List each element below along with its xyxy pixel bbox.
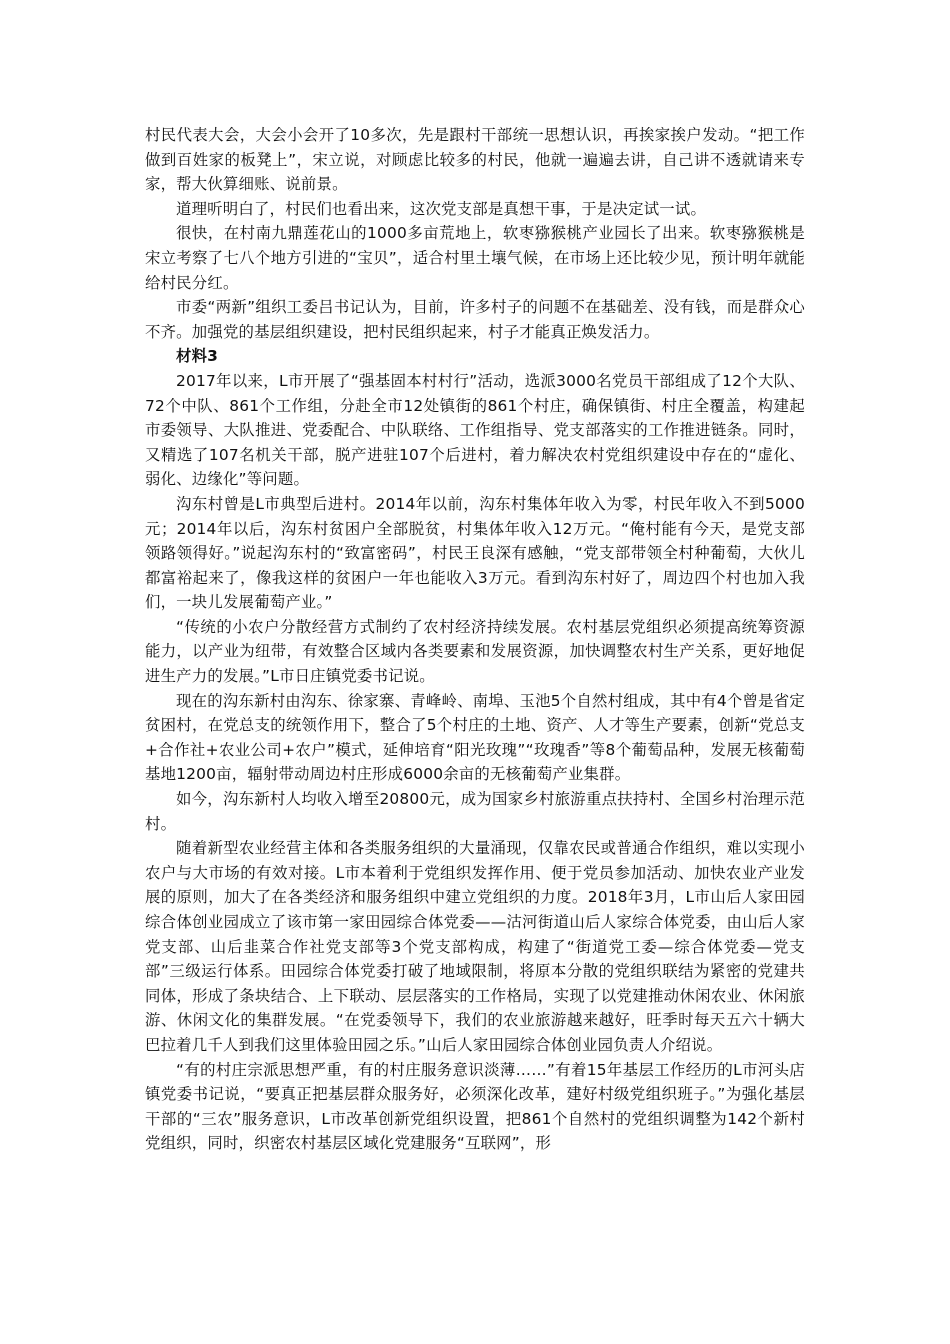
paragraph: 很快，在村南九鼎莲花山的1000多亩荒地上，软枣猕猴桃产业园长了出来。软枣猕猴桃是宋立考察了七八个地方引进的“宝贝”，适合村里土壤气候，在市场上还比较少见，预计明年就能给村民分红。 xyxy=(145,224,805,292)
paragraph: 道理听明白了，村民们也看出来，这次党支部是真想干事，于是决定试一试。 xyxy=(176,199,707,218)
paragraph: 现在的沟东新村由沟东、徐家寨、青峰岭、南埠、玉池5个自然村组成，其中有4个曾是省定贫困村，在党总支的统领作用下，整合了5个村庄的土地、资产、人才等生产要素，创新“党总支+合作社+农业公司+农户”模式，延伸培育“阳光玫瑰”“玫瑰香”等8个葡萄品种，发展无核葡萄基地1200亩，辐射带动周边村庄形成6000余亩的无核葡萄产业集群。 xyxy=(145,691,805,784)
paragraph: “有的村庄宗派思想严重，有的村庄服务意识淡薄……”有着15年基层工作经历的L市河头店镇党委书记说，“要真正把基层群众服务好，必须深化改革，建好村级党组织班子。”为强化基层干部的“三农”服务意识，L市改革创新党组织设置，把861个自然村的党组织调整为142个新村党组织，同时，织密农村基层区域化党建服务“互联网”，形 xyxy=(145,1060,805,1153)
paragraph: “传统的小农户分散经营方式制约了农村经济持续发展。农村基层党组织必须提高统筹资源能力，以产业为纽带，有效整合区域内各类要素和发展资源，加快调整农村生产关系，更好地促进生产力的发展。”L市日庄镇党委书记说。 xyxy=(145,617,805,686)
paragraph: 如今，沟东新村人均收入增至20800元，成为国家乡村旅游重点扶持村、全国乡村治理示范村。 xyxy=(145,790,805,833)
section-heading: 材料3 xyxy=(176,347,219,366)
paragraph: 随着新型农业经营主体和各类服务组织的大量涌现，仅靠农民或普通合作组织，难以实现小农户与大市场的有效对接。L市本着利于党组织发挥作用、便于党员参加活动、加快农业产业发展的原则，加大了在各类经济和服务组织中建立党组织的力度。2018年3月，L市山后人家田园综合体创业园成立了该市第一家田园综合体党委——沽河街道山后人家综合体党委，由山后人家党支部、山后韭菜合作社党支部等3个党支部构成，构建了“街道党工委—综合体党委—党支部”三级运行体系。田园综合体党委打破了地域限制，将原本分散的党组织联结为紧密的党建共同体，形成了条块结合、上下联动、层层落实的工作格局，实现了以党建推动休闲农业、休闲旅游、休闲文化的集群发展。“在党委领导下，我们的农业旅游越来越好，旺季时每天五六十辆大巴拉着几千人到我们这里体验田园之乐。”山后人家田园综合体创业园负责人介绍说。 xyxy=(145,839,805,1054)
paragraph: 沟东村曾是L市典型后进村。2014年以前，沟东村集体年收入为零，村民年收入不到5000元；2014年以后，沟东村贫困户全部脱贫，村集体年收入12万元。“俺村能有今天，是党支部领路领得好。”说起沟东村的“致富密码”，村民王良深有感触，“党支部带领全村种葡萄，大伙儿都富裕起来了，像我这样的贫困户一年也能收入3万元。看到沟东村好了，周边四个村也加入我们，一块儿发展葡萄产业。” xyxy=(145,494,805,612)
document-body xyxy=(145,123,805,1156)
paragraph: 2017年以来，L市开展了“强基固本村村行”活动，选派3000名党员干部组成了12个大队、72个中队、861个工作组，分赴全市12处镇街的861个村庄，确保镇街、村庄全覆盖，构建起市委领导、大队推进、党委配合、中队联络、工作组指导、党支部落实的工作推进链条。同时，又精选了107名机关干部，脱产进驻107个后进村，着力解决农村党组织建设中存在的“虚化、弱化、边缘化”等问题。 xyxy=(145,371,805,489)
paragraph: 市委“两新”组织工委吕书记认为，目前，许多村子的问题不在基础差、没有钱，而是群众心不齐。加强党的基层组织建设，把村民组织起来，村子才能真正焕发活力。 xyxy=(145,298,805,341)
paragraph: 村民代表大会，大会小会开了10多次，先是跟村干部统一思想认识，再挨家挨户发动。“把工作做到百姓家的板凳上”，宋立说，对顾虑比较多的村民，他就一遍遍去讲，自己讲不透就请来专家，帮大伙算细账、说前景。 xyxy=(145,126,805,194)
